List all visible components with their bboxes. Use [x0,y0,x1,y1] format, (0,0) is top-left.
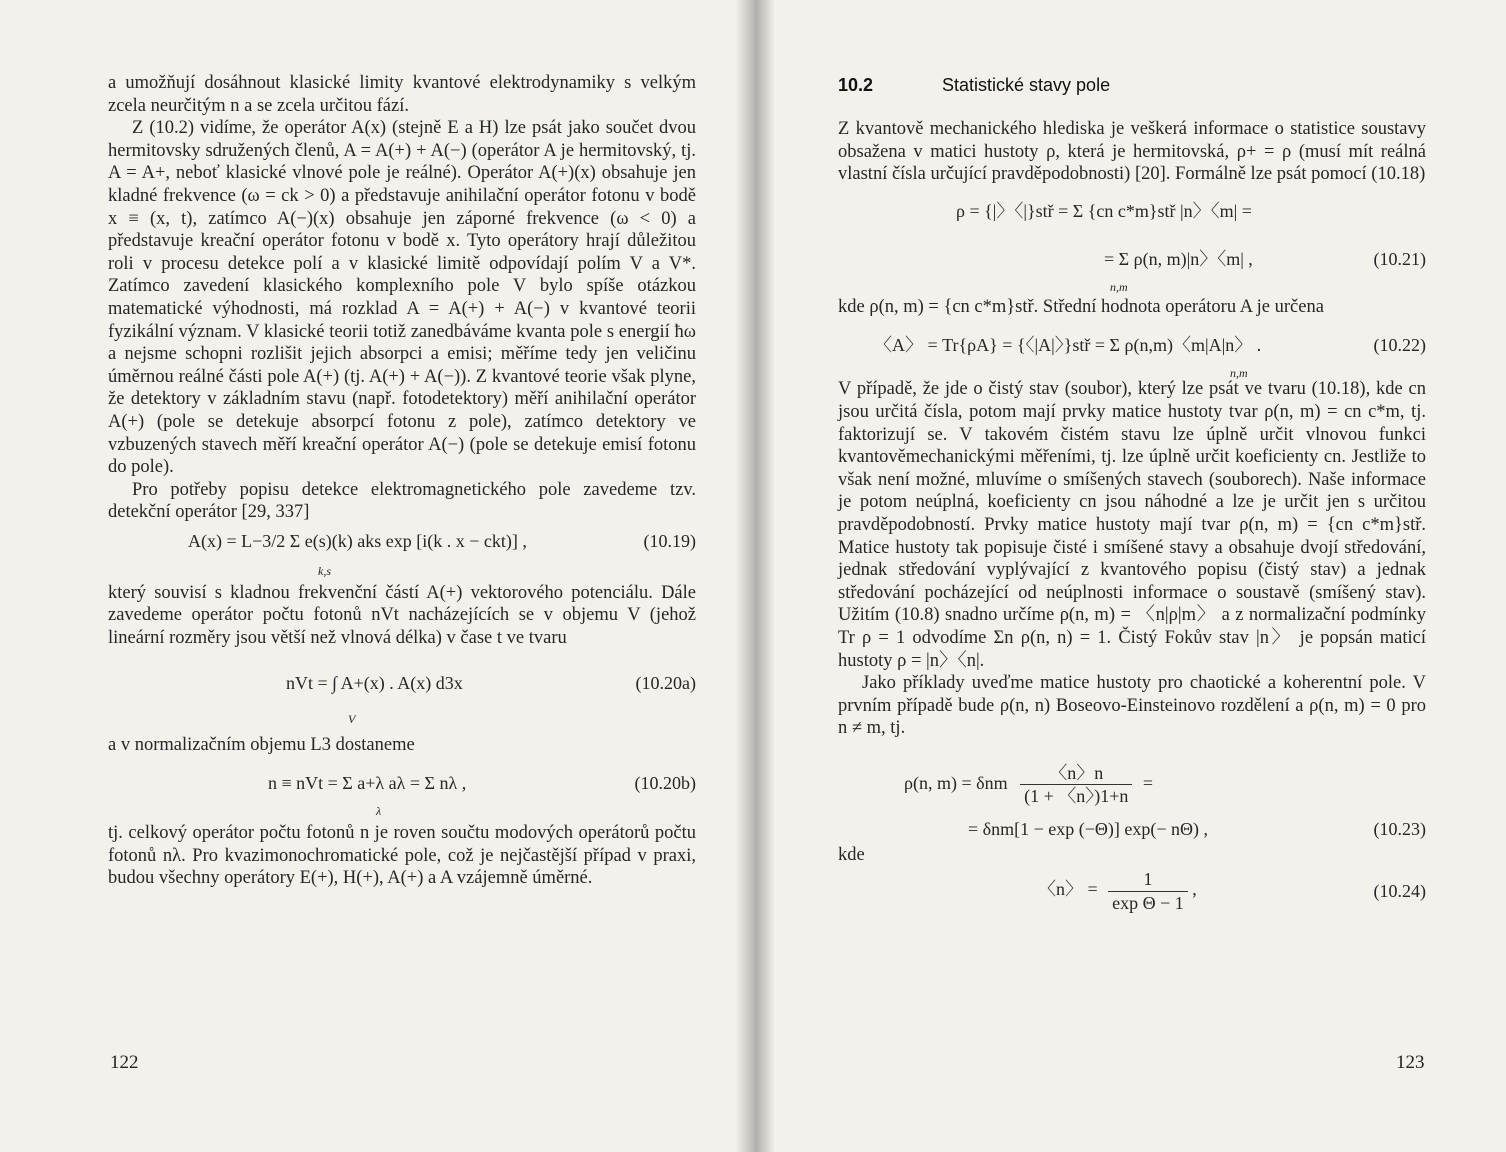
paragraph: Z (10.2) vidíme, že operátor A(x) (stejně E a H) lze psát jako součet dvou hermitovsky sdružených členů, A = A(+) + A(−) (operátor A je hermitovský, tj. A = A+, neboť klasické vlnové pole je reálné). Operátor A(+)(x) obsahuje jen kladné frekvence (ω = ck > 0) a představuje anihilační operátor fotonu v bodě x ≡ (x, t), zatímco A(−)(x) obsahuje jen záporné frekvence (ω < 0) a představuje kreační operátor fotonu v bodě x. Tyto operátory hrají důležitou roli v procesu detekce polí a v klasické limitě odpovídají polím V a V*. Zatímco zavedení klasického komplexního pole V bylo spíše otázkou matematické výhodnosti, má rozklad A = A(+) + A(−) v kvantové teorii fyzikální význam. V klasické teorii totiž zanedbáváme kvanta pole s energií ħω a nejsme schopni rozlišit jejich absorpci a emisi; měříme tedy jen veličinu úměrnou reálné části pole A(+) (tj. A(+) + A(−)). Z kvantové teorie však plyne, že detektory v základním stavu (např. fotodetektory) měří anihilační operátor A(+) (pole se detekuje absorpcí fotonu z pole), zatímco detektory ve vzbuzených stavech měří kreační operátor A(−) (pole se detekuje emisí fotonu do pole). [108,118,696,478]
equation-number: (10.20b) [634,773,696,794]
equation-number: (10.22) [1373,335,1426,356]
equation-body: n ≡ nVt = Σ a+λ aλ = Σ nλ , [268,773,467,794]
paragraph: V případě, že jde o čistý stav (soubor), který lze psát ve tvaru (10.18), kde cn jsou určitá čísla, potom mají prvky matice hustoty tvar ρ(n, m) = cn c*m, tj. faktorizují se. V takovém čistém stavu lze úplně určit vlnovou funkci kvantověmechanickými měřeními, tj. lze úplně určit koeficienty cn. Jestliže to však není možné, mluvíme o smíšených stavech (souborech). Naše informace je potom neúplná, koeficienty cn jsou náhodné a lze je určit jen s určitou pravděpodobností. Prvky matice hustoty mají tvar ρ(n, m) = {cn c*m}stř. Matice hustoty tak popisuje čisté i smíšené stavy a obsahuje dvojí středování, jednak středování vyplývající z kvantového popisu (čistý stav) a jednak středování pocházející od neúplnosti informace o soustavě (smíšený stav). Užitím (10.8) snadno určíme ρ(n, m) = 〈n|ρ|m〉 a z normalizační podmínky Tr ρ = 1 odvodíme Σn ρ(n, n) = 1. Čistý Fokův stav |n〉 je popsán maticí hustoty ρ = |n〉〈n|. [838,379,1426,671]
paragraph: Jako příklady uveďme matice hustoty pro chaotické a koherentní pole. V prvním případě bude ρ(n, n) Boseovo-Einsteinovo rozdělení a ρ(n, m) = 0 pro n ≠ m, tj. [838,673,1426,739]
paragraph: kde [838,844,865,865]
equation-body [1038,868,1197,914]
paragraph: kde ρ(n, m) = {cn c*m}stř. Střední hodnota operátoru A je určena [838,296,1324,317]
page-number: 123 [1396,1052,1425,1073]
equals: = [1142,773,1154,794]
equation-10-23 [838,740,1426,844]
paragraph: Z kvantově mechanického hlediska je veškerá informace o statistice soustavy obsažena v matici hustoty ρ, která je hermitovská, ρ+ = ρ (musí mít reálná vlastní čísla určující pravděpodobnosti) [20]. Formálně lze psát pomocí (10.18) [838,119,1426,185]
equation-number: (10.23) [1373,818,1426,839]
right-page [752,0,1506,1152]
section-number: 10.2 [838,75,874,95]
comma: , [1192,879,1197,900]
equation-subscript: V [348,711,356,726]
paragraph: tj. celkový operátor počtu fotonů n je roven součtu modových operátorů počtu fotonů nλ. Pro kvazimonochromatické pole, což je nejčastější případ v praxi, budou všechny operátory E(+), H(+), A(+) a A vzájemně úměrné. [108,823,696,889]
fraction [1020,762,1132,808]
right-page-text [838,118,1426,926]
section-title: Statistické stavy pole [942,75,1111,95]
equation-number: (10.20a) [635,672,696,693]
left-page [0,0,752,1152]
equation-line-1: ρ = {|〉〈|}stř = Σ {cn c*m}stř |n〉〈m| = [956,200,1252,221]
equation-number: (10.19) [643,530,696,551]
equation-subscript: n,m [1230,366,1248,381]
numerator: 〈n〉n [1020,762,1132,786]
book-gutter-shadow [735,0,775,1152]
left-page-text [108,72,696,890]
equation-10-24 [838,866,1426,926]
equation-10-20a [108,650,696,734]
equation-lhs: 〈n〉 = [1038,879,1098,900]
equation-line-1 [904,762,1153,808]
equation-lhs: ρ(n, m) = δnm [904,773,1008,794]
equation-10-22 [838,318,1426,381]
equation-body: 〈A〉 = Tr{ρA} = {〈|A|〉}stř = Σ ρ(n,m)〈m|A|n〉 . [874,335,1262,356]
equation-10-21 [838,186,1426,296]
page-number: 122 [110,1052,139,1073]
equation-subscript: n,m [1110,279,1128,294]
equation-line-2: = Σ ρ(n, m)|n〉〈m| , [1104,248,1253,269]
equation-subscript: k,s [318,563,331,578]
equation-subscript: λ [376,804,382,819]
equation-body: A(x) = L−3/2 Σ e(s)(k) aks exp [i(k . x − ckt)] , [188,530,527,551]
numerator: 1 [1108,868,1188,892]
section-heading [838,75,1110,96]
paragraph: a v normalizačním objemu L3 dostaneme [108,734,415,755]
denominator: exp Θ − 1 [1112,893,1184,914]
fraction [1108,868,1188,914]
equation-body: nVt = ∫ A+(x) . A(x) d3x [286,672,463,693]
equation-line-2: = δnm[1 − exp (−Θ)] exp(− nΘ) , [968,818,1209,839]
equation-number: (10.24) [1373,881,1426,902]
paragraph: a umožňují dosáhnout klasické limity kvantové elektrodynamiky s velkým zcela neurčitým n a se zcela určitou fází. [108,73,696,116]
denominator: (1 + 〈n〉)1+n [1024,786,1129,807]
paragraph: který souvisí s kladnou frekvenční částí A(+) vektorového potenciálu. Dále zavedeme operátor počtu fotonů nVt nacházejících se v objemu V (jehož lineární rozměry jsou větší než vlnová délka) v čase t ve tvaru [108,582,696,649]
paragraph: Pro potřeby popisu detekce elektromagnetického pole zavedeme tzv. detekční operátor [29, 337] [108,479,696,523]
equation-number: (10.21) [1373,248,1426,269]
equation-10-19 [108,524,696,582]
equation-10-20b [108,756,696,822]
